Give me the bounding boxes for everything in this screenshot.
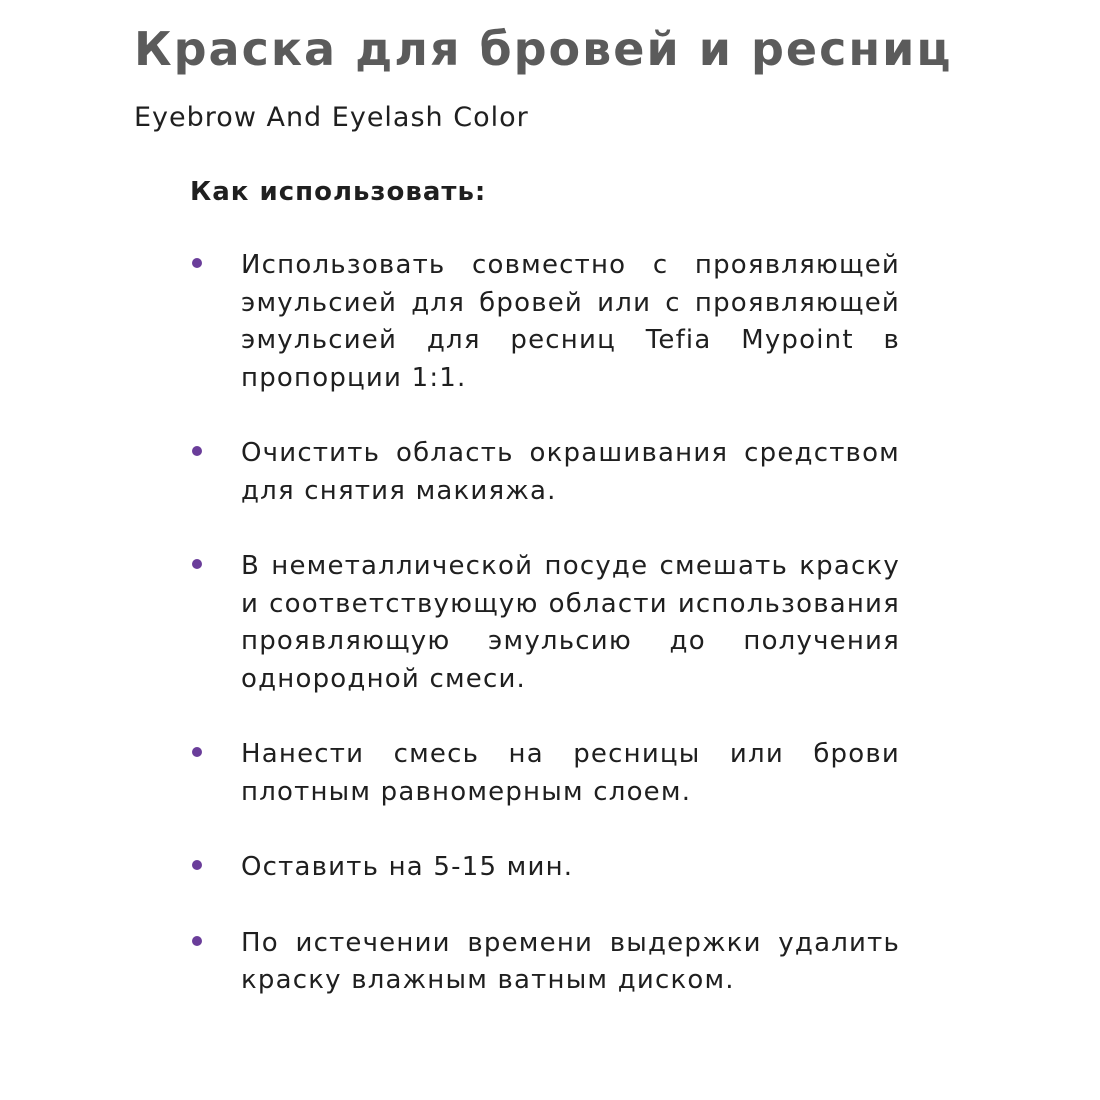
instruction-step-text: Очистить область окрашивания средством для снятия макияжа. (241, 438, 900, 506)
instruction-step (190, 247, 900, 397)
page-subtitle: Eyebrow And Eyelash Color (134, 102, 529, 133)
bullet-dot-icon (192, 258, 202, 268)
page-title: Краска для бровей и ресниц (134, 22, 953, 76)
instructions-heading: Как использовать: (190, 177, 487, 207)
bullet-dot-icon (192, 747, 202, 757)
instruction-step-text: Оставить на 5-15 мин. (241, 852, 574, 882)
instruction-step-text: Использовать совместно с проявляющей эмульсией для бровей или с проявляющей эмульсией для ресниц Tefia Mypoint в пропорции 1:1. (241, 250, 900, 393)
instruction-step (190, 548, 900, 698)
bullet-dot-icon (192, 860, 202, 870)
bullet-dot-icon (192, 446, 202, 456)
instructions-list (190, 247, 900, 1038)
instruction-step-text: Нанести смесь на ресницы или брови плотным равномерным слоем. (241, 739, 900, 807)
instruction-step (190, 849, 900, 887)
bullet-dot-icon (192, 559, 202, 569)
instruction-step-text: В неметаллической посуде смешать краску и соответствующую области использования проявляющую эмульсию до получения однородной смеси. (241, 551, 900, 694)
instruction-step (190, 925, 900, 1000)
instruction-step-text: По истечении времени выдержки удалить краску влажным ватным диском. (241, 927, 900, 995)
instruction-step (190, 435, 900, 510)
instruction-step (190, 736, 900, 811)
bullet-dot-icon (192, 936, 202, 946)
